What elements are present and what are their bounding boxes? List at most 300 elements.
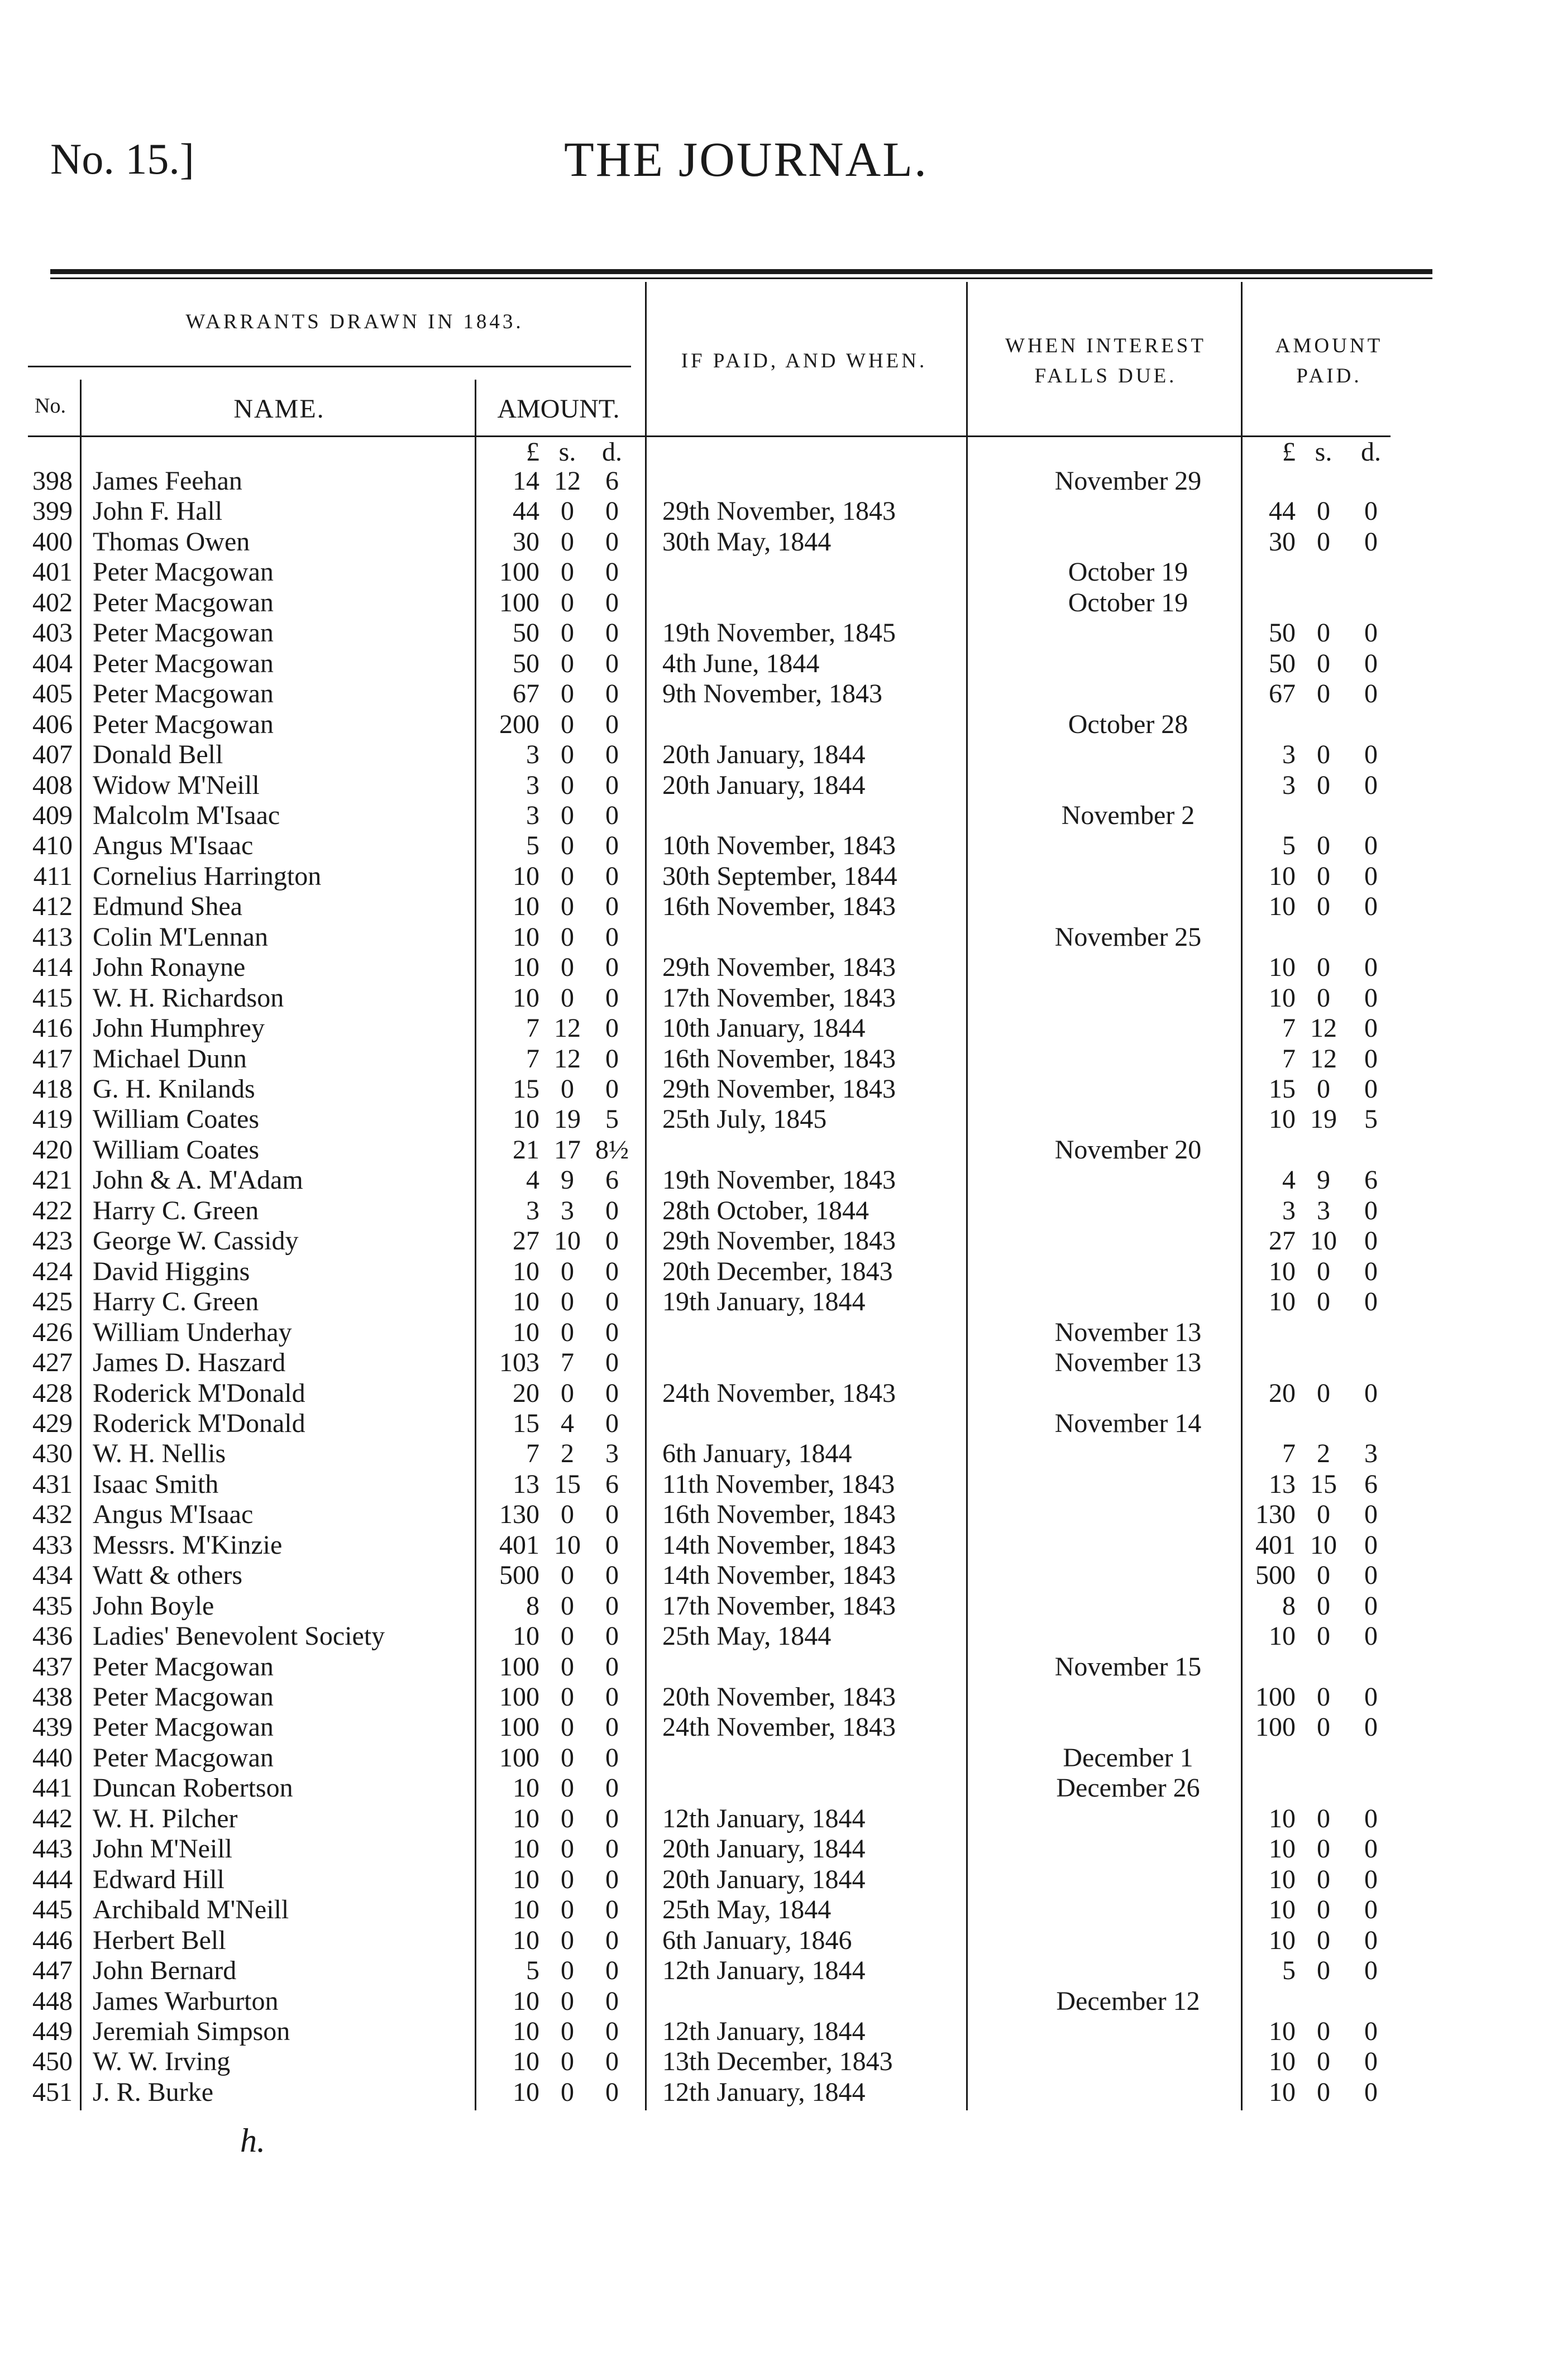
row-paid-pence: 0 (1364, 1074, 1378, 1104)
row-amount-pounds: 10 (513, 1925, 539, 1955)
table-row (0, 740, 1548, 770)
row-number: 449 (32, 2016, 73, 2046)
row-amount-pence: 0 (605, 1651, 619, 1682)
row-paid-pounds: 10 (1269, 1287, 1296, 1317)
row-paid-date: 14th November, 1843 (662, 1560, 896, 1591)
row-number: 450 (32, 2047, 73, 2077)
row-amount-pence: 0 (605, 1956, 619, 1986)
row-paid-shillings: 0 (1317, 1287, 1330, 1317)
row-name: Peter Macgowan (93, 648, 274, 678)
row-number: 398 (32, 466, 73, 496)
row-name: Jeremiah Simpson (93, 2016, 290, 2046)
row-paid-pounds: 5 (1282, 831, 1296, 861)
row-amount-pence: 0 (605, 1925, 619, 1955)
row-name: Peter Macgowan (93, 1742, 274, 1773)
row-paid-date: 29th November, 1843 (662, 1226, 896, 1256)
row-paid-pence: 5 (1364, 1104, 1378, 1134)
row-paid-shillings: 15 (1310, 1469, 1337, 1499)
row-amount-pounds: 10 (513, 1317, 539, 1347)
row-amount-shillings: 12 (554, 466, 581, 496)
row-amount-pence: 0 (605, 587, 619, 617)
row-amount-pence: 0 (605, 770, 619, 800)
row-name: Duncan Robertson (93, 1773, 293, 1803)
row-paid-pounds: 7 (1282, 1043, 1296, 1074)
row-amount-shillings: 0 (561, 557, 574, 587)
unit-pound: £ (526, 437, 539, 467)
row-name: Harry C. Green (93, 1287, 259, 1317)
row-name: W. H. Nellis (93, 1439, 226, 1469)
row-amount-shillings: 0 (561, 1591, 574, 1621)
row-paid-pence: 0 (1364, 1256, 1378, 1286)
col-heading-amount-paid-line2: PAID. (1296, 365, 1362, 387)
row-number: 418 (32, 1074, 73, 1104)
table-row (0, 1409, 1548, 1439)
row-name: James D. Haszard (93, 1348, 286, 1378)
row-paid-date: 24th November, 1843 (662, 1378, 896, 1408)
row-interest-due: November 15 (1054, 1651, 1202, 1682)
row-interest-due: November 25 (1054, 922, 1202, 952)
row-number: 408 (32, 770, 73, 800)
row-name: J. R. Burke (93, 2077, 213, 2107)
row-amount-pounds: 13 (513, 1469, 539, 1499)
table-row (0, 496, 1548, 526)
page-title: THE JOURNAL. (564, 133, 928, 187)
row-amount-shillings: 0 (561, 1925, 574, 1955)
row-amount-pence: 3 (605, 1439, 619, 1469)
table-row (0, 1044, 1548, 1074)
row-interest-due: November 13 (1054, 1348, 1202, 1378)
table-row (0, 2047, 1548, 2077)
row-number: 416 (32, 1013, 73, 1043)
row-paid-date: 20th January, 1844 (662, 770, 866, 800)
row-paid-shillings: 0 (1317, 740, 1330, 770)
row-paid-date: 14th November, 1843 (662, 1530, 896, 1560)
row-amount-shillings: 0 (561, 1256, 574, 1286)
row-paid-pounds: 10 (1269, 861, 1296, 891)
row-paid-date: 4th June, 1844 (662, 648, 820, 678)
row-paid-shillings: 19 (1310, 1104, 1337, 1134)
row-number: 427 (32, 1348, 73, 1378)
row-paid-pence: 0 (1364, 861, 1378, 891)
row-paid-date: 29th November, 1843 (662, 952, 896, 983)
row-amount-pounds: 10 (513, 1986, 539, 2016)
row-name: Angus M'Isaac (93, 1500, 254, 1530)
row-number: 425 (32, 1287, 73, 1317)
row-paid-shillings: 0 (1317, 1621, 1330, 1651)
row-paid-shillings: 0 (1317, 648, 1330, 678)
row-number: 413 (32, 922, 73, 952)
row-name: Peter Macgowan (93, 709, 274, 739)
row-number: 412 (32, 892, 73, 922)
row-paid-shillings: 0 (1317, 1956, 1330, 1986)
row-name: Colin M'Lennan (93, 922, 268, 952)
row-paid-shillings: 0 (1317, 861, 1330, 891)
row-paid-shillings: 10 (1310, 1226, 1337, 1256)
row-name: George W. Cassidy (93, 1226, 299, 1256)
row-amount-pounds: 7 (526, 1043, 539, 1074)
row-paid-shillings: 0 (1317, 618, 1330, 648)
row-amount-pounds: 130 (499, 1500, 539, 1530)
table-row (0, 1318, 1548, 1348)
row-number: 415 (32, 983, 73, 1013)
row-number: 403 (32, 618, 73, 648)
row-amount-pence: 0 (605, 1986, 619, 2016)
row-amount-pence: 0 (605, 1500, 619, 1530)
row-paid-pounds: 10 (1269, 892, 1296, 922)
col-heading-paid-when: IF PAID, AND WHEN. (681, 349, 928, 372)
row-amount-pence: 0 (605, 2016, 619, 2046)
row-number: 436 (32, 1621, 73, 1651)
row-amount-pence: 5 (605, 1104, 619, 1134)
row-paid-date: 6th January, 1846 (662, 1925, 852, 1955)
row-paid-date: 25th May, 1844 (662, 1895, 832, 1925)
row-number: 404 (32, 648, 73, 678)
row-name: Peter Macgowan (93, 1712, 274, 1742)
row-name: W. H. Pilcher (93, 1803, 238, 1833)
row-paid-pence: 0 (1364, 2077, 1378, 2107)
row-paid-pence: 0 (1364, 1803, 1378, 1833)
row-paid-pence: 0 (1364, 1378, 1378, 1408)
row-name: Donald Bell (93, 740, 223, 770)
row-paid-date: 12th January, 1844 (662, 1803, 866, 1833)
row-paid-pence: 6 (1364, 1165, 1378, 1195)
row-amount-pounds: 10 (513, 2077, 539, 2107)
row-paid-pounds: 20 (1269, 1378, 1296, 1408)
table-row (0, 1378, 1548, 1409)
row-paid-date: 12th January, 1844 (662, 1956, 866, 1986)
row-amount-pence: 0 (605, 1591, 619, 1621)
row-interest-due: October 28 (1068, 709, 1188, 739)
row-paid-date: 13th December, 1843 (662, 2047, 893, 2077)
row-name: Isaac Smith (93, 1469, 219, 1499)
row-number: 443 (32, 1834, 73, 1864)
row-number: 451 (32, 2077, 73, 2107)
row-amount-pounds: 500 (499, 1560, 539, 1591)
row-name: G. H. Knilands (93, 1074, 255, 1104)
row-amount-pounds: 10 (513, 892, 539, 922)
row-amount-pence: 0 (605, 1287, 619, 1317)
row-number: 422 (32, 1195, 73, 1225)
row-paid-pounds: 15 (1269, 1074, 1296, 1104)
col-heading-amount-paid-line1: AMOUNT (1275, 334, 1383, 357)
row-paid-pounds: 3 (1282, 770, 1296, 800)
row-paid-shillings: 0 (1317, 2077, 1330, 2107)
row-paid-pence: 0 (1364, 648, 1378, 678)
row-amount-pounds: 100 (499, 1682, 539, 1712)
row-paid-date: 12th January, 1844 (662, 2077, 866, 2107)
row-amount-pounds: 10 (513, 2047, 539, 2077)
row-paid-shillings: 0 (1317, 1591, 1330, 1621)
row-name: Ladies' Benevolent Society (93, 1621, 385, 1651)
row-paid-pence: 0 (1364, 1925, 1378, 1955)
row-interest-due: December 26 (1056, 1773, 1200, 1803)
row-amount-shillings: 3 (561, 1195, 574, 1225)
row-paid-shillings: 0 (1317, 526, 1330, 557)
row-amount-shillings: 0 (561, 1651, 574, 1682)
row-amount-shillings: 0 (561, 1834, 574, 1864)
row-amount-shillings: 0 (561, 1895, 574, 1925)
row-amount-pounds: 10 (513, 922, 539, 952)
table-row (0, 801, 1548, 831)
row-paid-pounds: 10 (1269, 2077, 1296, 2107)
row-paid-shillings: 0 (1317, 496, 1330, 526)
row-amount-shillings: 0 (561, 770, 574, 800)
row-amount-shillings: 0 (561, 1500, 574, 1530)
row-amount-pence: 0 (605, 1013, 619, 1043)
row-paid-shillings: 0 (1317, 831, 1330, 861)
row-paid-pence: 0 (1364, 831, 1378, 861)
row-number: 410 (32, 831, 73, 861)
row-amount-shillings: 0 (561, 740, 574, 770)
row-amount-pence: 0 (605, 496, 619, 526)
row-amount-pence: 0 (605, 526, 619, 557)
row-amount-pence: 0 (605, 1682, 619, 1712)
col-heading-amount: AMOUNT. (497, 394, 620, 424)
row-number: 428 (32, 1378, 73, 1408)
row-amount-pence: 0 (605, 831, 619, 861)
row-paid-shillings: 0 (1317, 892, 1330, 922)
table-row (0, 1226, 1548, 1256)
row-paid-pence: 0 (1364, 983, 1378, 1013)
row-amount-pence: 0 (605, 952, 619, 983)
row-paid-date: 9th November, 1843 (662, 679, 883, 709)
row-amount-pounds: 200 (499, 709, 539, 739)
row-number: 419 (32, 1104, 73, 1134)
row-amount-shillings: 0 (561, 1986, 574, 2016)
row-amount-pounds: 100 (499, 587, 539, 617)
row-paid-date: 20th December, 1843 (662, 1256, 893, 1286)
row-paid-pounds: 10 (1269, 983, 1296, 1013)
table-row (0, 1895, 1548, 1925)
row-amount-shillings: 15 (554, 1469, 581, 1499)
row-number: 445 (32, 1895, 73, 1925)
row-paid-pence: 0 (1364, 1195, 1378, 1225)
row-paid-date: 24th November, 1843 (662, 1712, 896, 1742)
row-name: Roderick M'Donald (93, 1408, 305, 1438)
row-amount-pounds: 3 (526, 800, 539, 830)
row-amount-pence: 0 (605, 800, 619, 830)
row-amount-pounds: 103 (499, 1348, 539, 1378)
row-amount-pence: 0 (605, 1560, 619, 1591)
row-amount-shillings: 0 (561, 618, 574, 648)
row-amount-shillings: 0 (561, 800, 574, 830)
table-row (0, 1621, 1548, 1651)
row-paid-pence: 0 (1364, 1530, 1378, 1560)
row-paid-shillings: 0 (1317, 1256, 1330, 1286)
row-paid-pence: 0 (1364, 1013, 1378, 1043)
row-amount-shillings: 0 (561, 526, 574, 557)
table-row (0, 1530, 1548, 1560)
row-paid-pence: 0 (1364, 496, 1378, 526)
row-number: 439 (32, 1712, 73, 1742)
row-name: John F. Hall (93, 496, 223, 526)
row-amount-pence: 0 (605, 861, 619, 891)
row-paid-date: 20th November, 1843 (662, 1682, 896, 1712)
row-paid-pounds: 4 (1282, 1165, 1296, 1195)
row-paid-shillings: 10 (1310, 1530, 1337, 1560)
row-amount-shillings: 0 (561, 1712, 574, 1742)
row-amount-shillings: 10 (554, 1226, 581, 1256)
row-amount-pounds: 10 (513, 1104, 539, 1134)
row-paid-date: 6th January, 1844 (662, 1439, 852, 1469)
row-amount-shillings: 0 (561, 496, 574, 526)
row-paid-date: 17th November, 1843 (662, 1591, 896, 1621)
row-number: 429 (32, 1408, 73, 1438)
row-paid-pence: 0 (1364, 740, 1378, 770)
row-name: James Feehan (93, 466, 242, 496)
row-name: John M'Neill (93, 1834, 232, 1864)
row-amount-pence: 0 (605, 557, 619, 587)
row-amount-pounds: 10 (513, 861, 539, 891)
row-amount-pence: 0 (605, 1712, 619, 1742)
row-number: 402 (32, 587, 73, 617)
row-name: Peter Macgowan (93, 1651, 274, 1682)
row-amount-shillings: 0 (561, 892, 574, 922)
row-paid-pence: 0 (1364, 1226, 1378, 1256)
row-amount-pounds: 10 (513, 2016, 539, 2046)
row-name: John Bernard (93, 1956, 237, 1986)
table-row (0, 1834, 1548, 1864)
row-amount-pence: 0 (605, 1317, 619, 1347)
row-paid-shillings: 2 (1317, 1439, 1330, 1469)
row-amount-pounds: 3 (526, 770, 539, 800)
col-heading-interest-line2: FALLS DUE. (1034, 365, 1177, 387)
table-row (0, 1804, 1548, 1834)
row-number: 405 (32, 679, 73, 709)
row-amount-pence: 6 (605, 1165, 619, 1195)
table-row (0, 1013, 1548, 1043)
table-row (0, 1135, 1548, 1165)
row-amount-pounds: 7 (526, 1439, 539, 1469)
row-paid-pounds: 8 (1282, 1591, 1296, 1621)
row-amount-shillings: 0 (561, 1773, 574, 1803)
table-row (0, 1926, 1548, 1956)
row-paid-shillings: 0 (1317, 1500, 1330, 1530)
row-interest-due: October 19 (1068, 587, 1188, 617)
row-amount-shillings: 0 (561, 1287, 574, 1317)
row-paid-pounds: 10 (1269, 1803, 1296, 1833)
row-amount-shillings: 9 (561, 1165, 574, 1195)
row-amount-pounds: 50 (513, 648, 539, 678)
header-rule (50, 269, 1432, 274)
row-number: 409 (32, 800, 73, 830)
table-row (0, 1591, 1548, 1621)
row-name: John Boyle (93, 1591, 214, 1621)
row-paid-pence: 0 (1364, 1895, 1378, 1925)
row-interest-due: November 2 (1061, 800, 1195, 830)
row-amount-pounds: 5 (526, 1956, 539, 1986)
group-heading-warrants: WARRANTS DRAWN IN 1843. (185, 310, 524, 333)
row-name: Edmund Shea (93, 892, 242, 922)
row-paid-shillings: 0 (1317, 1864, 1330, 1894)
row-paid-date: 19th November, 1845 (662, 618, 896, 648)
row-amount-pence: 0 (605, 2047, 619, 2077)
row-paid-shillings: 0 (1317, 1925, 1330, 1955)
row-amount-pounds: 10 (513, 1864, 539, 1894)
row-name: Peter Macgowan (93, 1682, 274, 1712)
row-paid-pence: 0 (1364, 1834, 1378, 1864)
row-number: 407 (32, 740, 73, 770)
row-interest-due: November 14 (1054, 1408, 1202, 1438)
row-name: Michael Dunn (93, 1043, 247, 1074)
row-paid-date: 19th November, 1843 (662, 1165, 896, 1195)
table-row (0, 1196, 1548, 1226)
table-row (0, 527, 1548, 557)
row-paid-shillings: 12 (1310, 1013, 1337, 1043)
table-row (0, 1348, 1548, 1378)
row-amount-pounds: 401 (499, 1530, 539, 1560)
row-number: 423 (32, 1226, 73, 1256)
row-amount-pence: 0 (605, 740, 619, 770)
row-paid-pounds: 50 (1269, 648, 1296, 678)
row-name: Thomas Owen (93, 526, 250, 557)
row-amount-pence: 0 (605, 1530, 619, 1560)
rule-under-headings (28, 435, 1391, 437)
signature-mark: h. (240, 2122, 265, 2159)
row-amount-pounds: 21 (513, 1134, 539, 1165)
table-row (0, 1560, 1548, 1591)
row-amount-pounds: 67 (513, 679, 539, 709)
row-amount-pounds: 10 (513, 952, 539, 983)
row-paid-shillings: 0 (1317, 1712, 1330, 1742)
table-row (0, 1712, 1548, 1742)
row-paid-shillings: 0 (1317, 1378, 1330, 1408)
row-paid-pounds: 10 (1269, 1895, 1296, 1925)
row-amount-pence: 0 (605, 648, 619, 678)
row-name: William Coates (93, 1134, 260, 1165)
row-number: 444 (32, 1864, 73, 1894)
row-name: Watt & others (93, 1560, 243, 1591)
row-amount-pounds: 4 (526, 1165, 539, 1195)
table-row (0, 1074, 1548, 1104)
row-amount-pence: 0 (605, 1408, 619, 1438)
row-amount-pence: 0 (605, 892, 619, 922)
row-number: 435 (32, 1591, 73, 1621)
row-amount-shillings: 0 (561, 831, 574, 861)
row-paid-pence: 0 (1364, 952, 1378, 983)
row-paid-date: 28th October, 1844 (662, 1195, 869, 1225)
table-row (0, 1773, 1548, 1803)
row-amount-shillings: 0 (561, 1682, 574, 1712)
table-row (0, 2077, 1548, 2108)
row-paid-pounds: 10 (1269, 1864, 1296, 1894)
row-paid-pounds: 10 (1269, 2016, 1296, 2046)
row-paid-pence: 0 (1364, 618, 1378, 648)
row-amount-pence: 0 (605, 1864, 619, 1894)
row-amount-pounds: 20 (513, 1378, 539, 1408)
row-number: 438 (32, 1682, 73, 1712)
table-row (0, 1652, 1548, 1682)
row-number: 446 (32, 1925, 73, 1955)
table-row (0, 1865, 1548, 1895)
table-row (0, 710, 1548, 740)
table-row (0, 1682, 1548, 1712)
row-number: 432 (32, 1500, 73, 1530)
row-number: 448 (32, 1986, 73, 2016)
row-paid-pounds: 30 (1269, 526, 1296, 557)
row-paid-shillings: 9 (1317, 1165, 1330, 1195)
row-amount-pounds: 10 (513, 1834, 539, 1864)
row-name: Malcolm M'Isaac (93, 800, 280, 830)
row-paid-pence: 0 (1364, 1864, 1378, 1894)
row-name: Edward Hill (93, 1864, 224, 1894)
row-amount-shillings: 12 (554, 1013, 581, 1043)
row-amount-pence: 0 (605, 1773, 619, 1803)
row-amount-pence: 0 (605, 1803, 619, 1833)
row-amount-shillings: 7 (561, 1348, 574, 1378)
row-paid-date: 20th January, 1844 (662, 1864, 866, 1894)
table-row (0, 649, 1548, 679)
